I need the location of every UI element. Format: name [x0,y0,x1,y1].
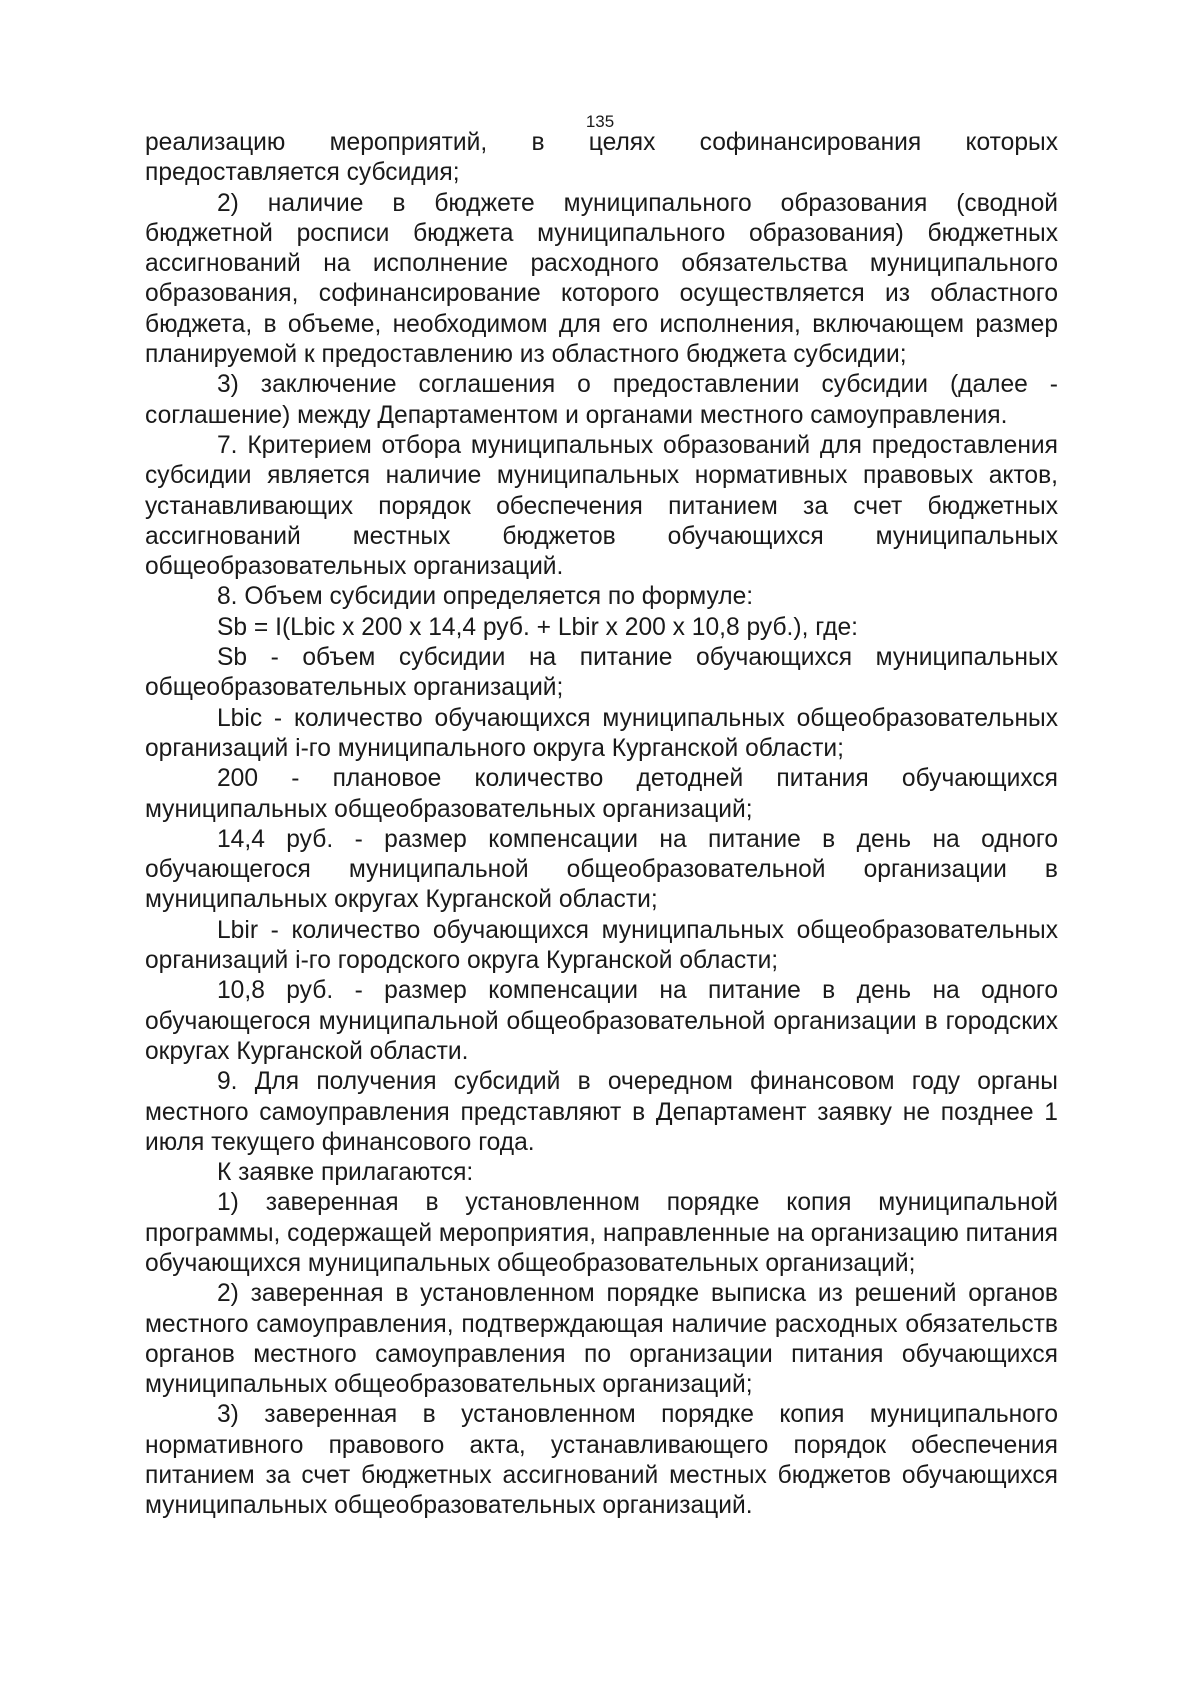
paragraph-application-deadline: 9. Для получения субсидий в очередном финансовом году органы местного самоуправления представляют в Департамент заявку не позднее 1 июля текущего финансового года. [145,1068,1058,1156]
page-number: 135 [585,112,615,131]
paragraph-attachment-2: 2) заверенная в установленном порядке выписка из решений органов местного самоуправления, подтверждающая наличие расходных обязательств органов местного самоуправления по организации питания обучающихся муниципальных общеобразовательных организаций; [145,1280,1058,1399]
paragraph-definition-10-8: 10,8 руб. - размер компенсации на питание в день на одного обучающегося муниципальной общеобразовательной организации в городских округах Курганской области. [145,977,1058,1065]
paragraph-definition-14-4: 14,4 руб. - размер компенсации на питание в день на одного обучающегося муниципальной общеобразовательной организации в муниципальных округах Курганской области; [145,825,1058,914]
paragraph-attachments-intro: К заявке прилагаются: [217,1159,474,1187]
paragraph-formula: Sb = I(Lbic x 200 x 14,4 руб. + Lbir x 200 x 10,8 руб.), где: [217,613,858,641]
paragraph-attachment-3: 3) заверенная в установленном порядке копия муниципального нормативного правового акта, устанавливающего порядок обеспечения питанием за счет бюджетных ассигнований местных бюджетов обучающихся муниципальных общеобразовательных организаций. [145,1401,1058,1520]
paragraph-subsidy-formula-intro: 8. Объем субсидии определяется по формуле: [217,583,754,611]
paragraph-selection-criterion: 7. Критерием отбора муниципальных образований для предоставления субсидии является наличие муниципальных нормативных правовых актов, устанавливающих порядок обеспечения питанием за счет бюджетных ассигнований местных бюджетов обучающихся муниципальных общеобразовательных организаций. [145,431,1058,581]
paragraph-attachment-1: 1) заверенная в установленном порядке копия муниципальной программы, содержащей мероприятия, направленные на организацию питания обучающихся муниципальных общеобразовательных организаций; [145,1189,1058,1277]
paragraph-definition-lbic: Lbic - количество обучающихся муниципальных общеобразовательных организаций i-го муниципального округа Курганской области; [145,704,1058,762]
document-body [145,128,1058,1522]
paragraph-definition-lbir: Lbir - количество обучающихся муниципальных общеобразовательных организаций i-го городского округа Курганской области; [145,916,1058,975]
paragraph-budget-allocation: 2) наличие в бюджете муниципального образования (сводной бюджетной росписи бюджета муниципального образования) бюджетных ассигнований на исполнение расходного обязательства муниципального образования, софинансирование которого осуществляется из областного бюджета, в объеме, необходимом для его исполнения, включающем размер планируемой к предоставлению из областного бюджета субсидии; [145,189,1058,369]
paragraph-definition-sb: Sb - объем субсидии на питание обучающихся муниципальных общеобразовательных организаций; [145,644,1058,702]
paragraph-agreement: 3) заключение соглашения о предоставлении субсидии (далее - соглашение) между Департаментом и органами местного самоуправления. [145,371,1058,429]
paragraph-continuation: реализацию мероприятий, в целях софинансирования которых предоставляется субсидия; [145,129,1058,187]
paragraph-definition-200: 200 - плановое количество детодней питания обучающихся муниципальных общеобразовательных организаций; [145,765,1058,823]
